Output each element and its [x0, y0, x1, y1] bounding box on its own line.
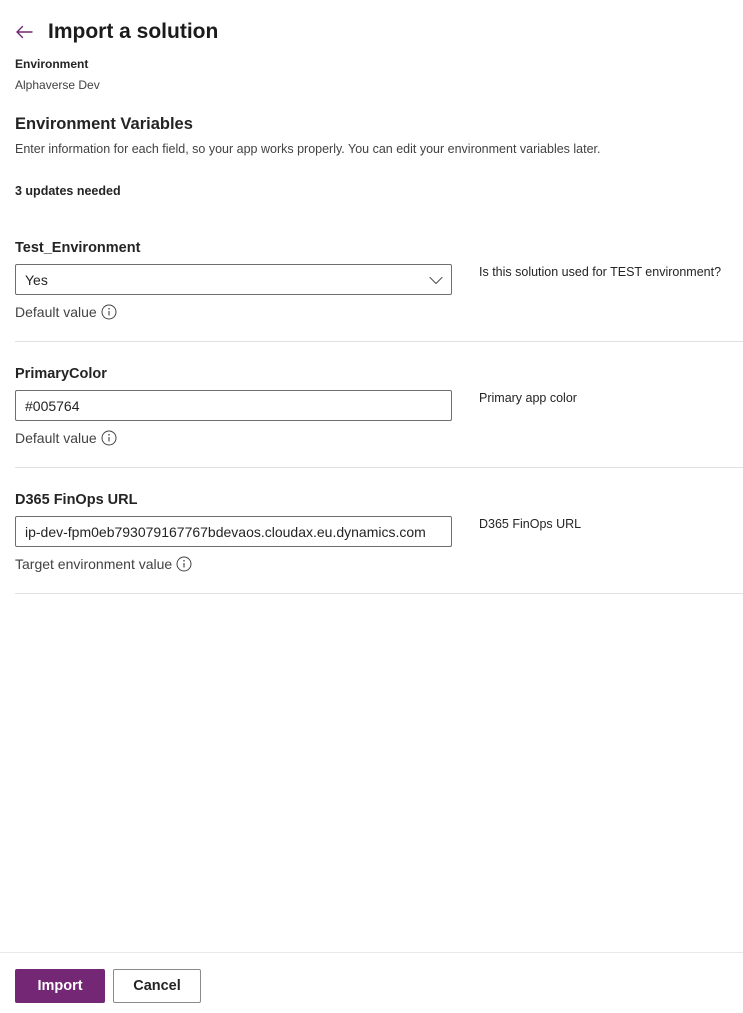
variable-description: Is this solution used for TEST environment?	[479, 265, 722, 279]
variable-name: D365 FinOps URL	[15, 492, 138, 508]
hint-label: Default value	[15, 430, 97, 446]
dropdown-selected-value: Yes	[25, 272, 48, 288]
variable-description: Primary app color	[479, 391, 577, 405]
import-button[interactable]: Import	[15, 969, 105, 1003]
input-value: #005764	[25, 398, 80, 414]
variable-hint	[15, 556, 192, 572]
footer-divider	[0, 952, 743, 953]
input-value: ip-dev-fpm0eb793079167767bdevaos.cloudax.eu.dynamics.com	[25, 524, 426, 540]
hint-label: Target environment value	[15, 556, 173, 572]
variable-description: D365 FinOps URL	[479, 517, 582, 531]
environment-value: Alphaverse Dev	[15, 78, 100, 92]
page-title: Import a solution	[48, 20, 219, 43]
hint-label: Default value	[15, 304, 97, 320]
variable-name: PrimaryColor	[15, 366, 107, 382]
section-description: Enter information for each field, so your app works properly. You can edit your environment variables later.	[15, 142, 601, 156]
test-environment-dropdown[interactable]	[15, 264, 452, 295]
section-title: Environment Variables	[15, 115, 193, 133]
page-header	[14, 17, 218, 47]
divider	[15, 593, 743, 594]
info-icon[interactable]	[101, 430, 117, 446]
primary-color-input[interactable]	[15, 390, 452, 421]
info-icon[interactable]	[176, 556, 192, 572]
chevron-down-icon	[429, 274, 443, 286]
variable-hint	[15, 430, 117, 446]
arrow-left-icon	[15, 25, 33, 39]
back-button[interactable]	[14, 22, 34, 42]
updates-needed: 3 updates needed	[15, 184, 121, 198]
d365-finops-url-input[interactable]	[15, 516, 452, 547]
variable-name: Test_Environment	[15, 240, 141, 256]
divider	[15, 341, 743, 342]
cancel-button[interactable]: Cancel	[113, 969, 201, 1003]
info-icon[interactable]	[101, 304, 117, 320]
divider	[15, 467, 743, 468]
environment-label: Environment	[15, 57, 89, 71]
variable-hint	[15, 304, 117, 320]
